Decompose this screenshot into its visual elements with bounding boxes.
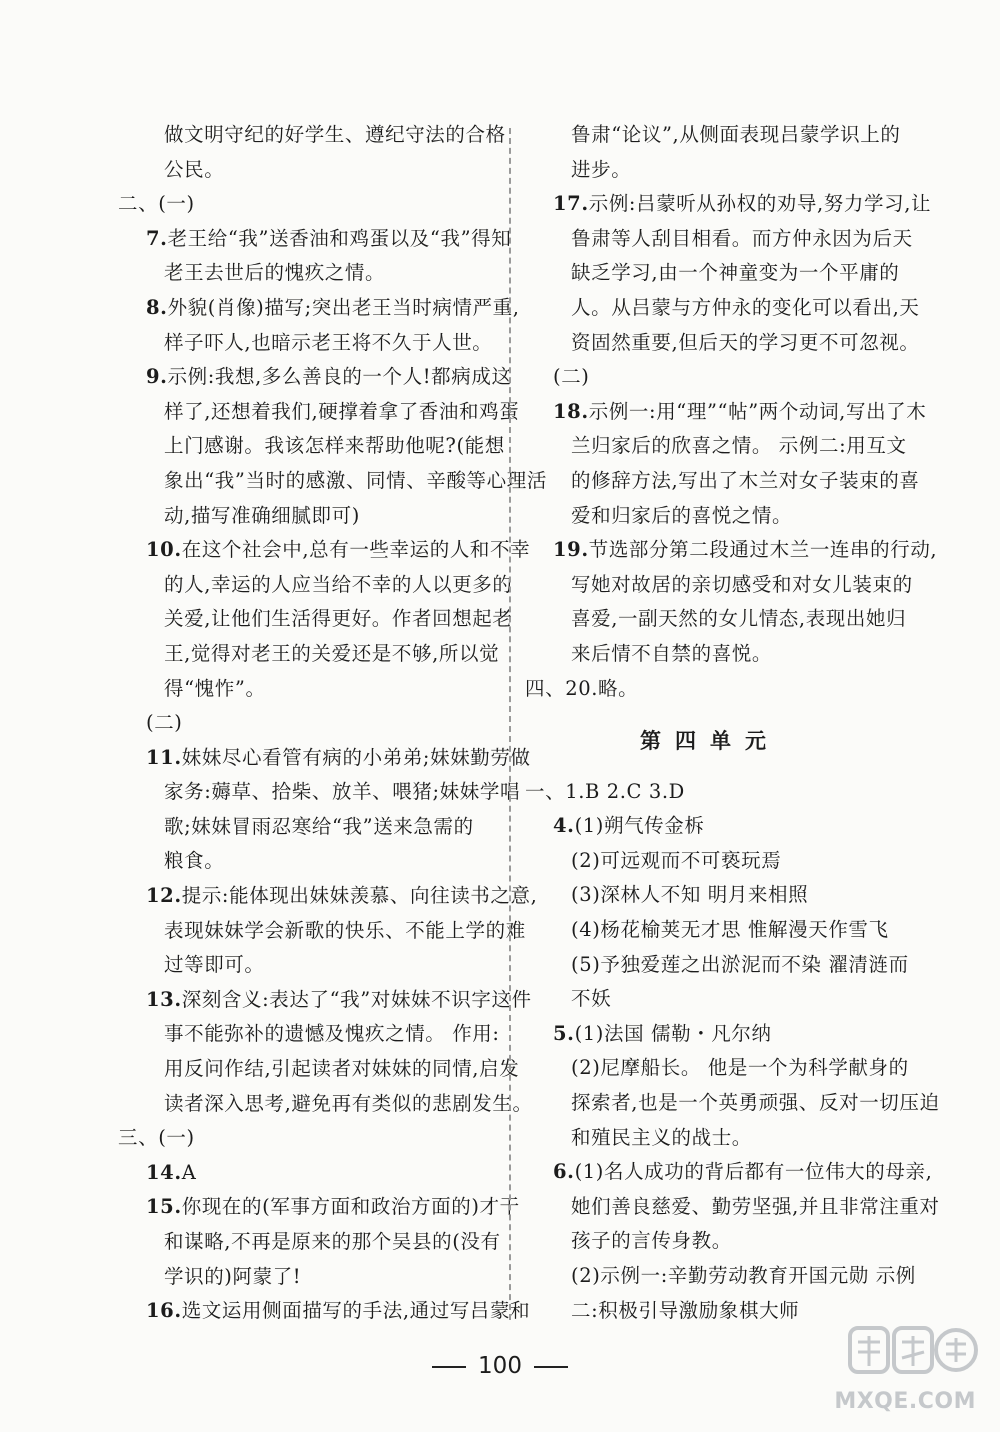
text-line (525, 878, 895, 913)
question-number: 17. (553, 192, 589, 216)
line-text: 来后情不自禁的喜悦。 (571, 641, 773, 665)
text-line (118, 464, 547, 499)
text-line (525, 464, 920, 499)
dash-right (534, 1366, 568, 1368)
question-number: 8. (146, 295, 168, 319)
line-text: 和殖民主义的战士。 (571, 1125, 752, 1149)
question-number: 11. (146, 745, 182, 769)
text-line (118, 499, 490, 534)
line-text: 样子吓人,也暗示老王将不久于人世。 (164, 330, 493, 354)
text-line (525, 1121, 895, 1156)
text-line (118, 672, 490, 707)
line-text: (4)杨花榆荚无才思 惟解漫天作雪飞 (571, 918, 889, 942)
text-line (118, 1017, 500, 1052)
line-text: 二:积极引导激励象棋大师 (571, 1298, 800, 1322)
text-line (525, 187, 932, 222)
line-text: 鲁肃“论议”,从侧面表现吕蒙学识上的 (571, 123, 901, 146)
text-line (118, 360, 512, 395)
text-line (118, 810, 490, 845)
text-line (118, 395, 520, 430)
line-text: 老王去世后的愧疚之情。 (164, 261, 386, 285)
question-number: 7. (146, 226, 168, 250)
question-number: 16. (146, 1299, 182, 1323)
page-number-text: 100 (478, 1353, 522, 1379)
text-line (118, 326, 493, 361)
question-number: 6. (553, 1160, 575, 1184)
text-line (525, 153, 895, 188)
line-text: (3)深林人不知 明月来相照 (571, 883, 809, 907)
text-line (118, 1260, 490, 1295)
line-text: (1)法国 儒勒・凡尔纳 (574, 1021, 772, 1045)
line-text: 你现在的(军事方面和政治方面的)才干 (181, 1195, 520, 1219)
text-line (118, 1225, 501, 1260)
line-text: 王,觉得对老王的关爱还是不够,所以觉 (164, 641, 500, 665)
text-line (525, 568, 913, 603)
line-text: 的修辞方法,写出了木兰对女子装束的喜 (571, 468, 920, 492)
text-line (118, 222, 512, 257)
text-line (118, 256, 490, 291)
watermark (834, 1322, 978, 1414)
line-text: 学识的)阿蒙了! (164, 1264, 302, 1288)
text-line (525, 1086, 940, 1121)
text-line (525, 637, 895, 672)
line-text: (二) (553, 365, 590, 389)
line-text: 进步。 (571, 157, 632, 181)
text-line (118, 118, 506, 153)
text-line (525, 118, 901, 153)
text-line (525, 1224, 895, 1259)
line-text: 关爱,让他们生活得更好。作者回想起老 (164, 607, 513, 631)
question-number: 14. (146, 1160, 182, 1184)
watermark-logo-icon (848, 1322, 978, 1380)
text-line (525, 1051, 909, 1086)
line-text: (5)予独爱莲之出淤泥而不染 濯清涟而 (571, 952, 909, 976)
line-text: 的人,幸运的人应当给不幸的人以更多的 (164, 572, 513, 596)
line-text: 三、(一) (118, 1126, 195, 1150)
line-text: (1)名人成功的背后都有一位伟大的母亲, (574, 1160, 933, 1184)
line-text: 缺乏学习,由一个神童变为一个平庸的 (571, 261, 900, 285)
line-text: 爱和归家后的喜悦之情。 (571, 503, 793, 527)
left-column (118, 118, 547, 1329)
text-line (525, 1259, 916, 1294)
text-line (118, 948, 490, 983)
text-line (525, 913, 895, 948)
text-line (525, 844, 895, 879)
line-text: 选文运用侧面描写的手法,通过写吕蒙和 (181, 1299, 531, 1323)
line-text: 在这个社会中,总有一些幸运的人和不幸 (181, 538, 531, 562)
line-text: 外貌(肖像)描写;突出老王当时病情严重, (167, 295, 520, 319)
text-line (118, 775, 521, 810)
line-text: 样了,还想着我们,硬撑着拿了香油和鸡蛋 (164, 399, 520, 423)
line-text: A (181, 1160, 197, 1184)
question-number: 4. (553, 814, 575, 838)
line-text: 提示:能体现出妹妹羡慕、向往读书之意, (181, 884, 538, 908)
line-text: 做文明守纪的好学生、遵纪守法的合格 (164, 123, 506, 146)
text-line (525, 1190, 940, 1225)
question-number: 15. (146, 1195, 182, 1219)
text-line (525, 395, 927, 430)
right-column-bottom (525, 775, 940, 1329)
line-text: 事不能弥补的遗憾及愧疚之情。 作用: (164, 1022, 500, 1046)
line-text: 和谋略,不再是原来的那个吴县的(没有 (164, 1230, 501, 1253)
line-text: 鲁肃等人刮目相看。而方仲永因为后天 (571, 226, 913, 250)
text-line (525, 1017, 895, 1052)
line-text: (1)朔气传金柝 (574, 814, 705, 838)
line-text: 动,描写准确细腻即可) (164, 503, 360, 527)
line-text: 过等即可。 (164, 953, 265, 977)
right-column (525, 118, 940, 1328)
text-line (118, 1294, 531, 1329)
text-line (118, 187, 490, 222)
question-number: 18. (553, 399, 589, 423)
right-column-top (525, 118, 938, 706)
text-line (118, 983, 532, 1018)
question-number: 13. (146, 987, 182, 1011)
line-text: 节选部分第二段通过木兰一连串的行动, (588, 538, 938, 562)
text-line (118, 533, 531, 568)
line-text: 妹妹尽心看管有病的小弟弟;妹妹勤劳做 (181, 745, 531, 769)
text-line (118, 1156, 490, 1191)
text-line (118, 741, 531, 776)
line-text: 粮食。 (164, 849, 225, 873)
text-line (525, 429, 907, 464)
line-text: 孩子的言传身教。 (571, 1229, 732, 1253)
question-number: 9. (146, 365, 168, 389)
line-text: 人。从吕蒙与方仲永的变化可以看出,天 (571, 295, 920, 319)
line-text: 家务:薅草、拾柴、放羊、喂猪;妹妹学唱 (164, 780, 521, 804)
line-text: 公民。 (164, 157, 225, 181)
text-line (118, 1052, 520, 1087)
text-line (118, 291, 520, 326)
line-text: 喜爱,一副天然的女儿情态,表现出她归 (571, 607, 907, 631)
line-text: 一、1.B 2.C 3.D (525, 779, 685, 803)
line-text: 兰归家后的欣喜之情。 示例二:用互文 (571, 434, 907, 458)
question-number: 5. (553, 1021, 575, 1045)
text-line (525, 982, 895, 1017)
text-line (525, 775, 895, 810)
text-line (525, 1155, 933, 1190)
text-line (525, 948, 909, 983)
text-line (525, 291, 920, 326)
text-line (118, 568, 513, 603)
line-text: 资固然重要,但后天的学习更不可忽视。 (571, 330, 920, 354)
question-number: 19. (553, 538, 589, 562)
line-text: 用反问作结,引起读者对妹妹的同情,启发 (164, 1057, 520, 1081)
text-line (525, 326, 920, 361)
text-line (118, 706, 490, 741)
unit-title: 第四单元 (640, 729, 780, 754)
text-line (525, 256, 900, 291)
column-divider (509, 128, 511, 1320)
text-line (525, 672, 895, 707)
text-line (118, 1190, 520, 1225)
text-line (118, 602, 513, 637)
line-text: 她们善良慈爱、勤劳坚强,并且非常注重对 (571, 1194, 940, 1218)
line-text: 示例:吕蒙听从孙权的劝导,努力学习,让 (588, 192, 932, 216)
line-text: 歌;妹妹冒雨忍寒给“我”送来急需的 (164, 814, 474, 838)
line-text: 不妖 (571, 987, 612, 1011)
text-line (118, 429, 505, 464)
line-text: 示例:我想,多么善良的一个人!都病成这 (167, 365, 512, 389)
line-text: (二) (146, 711, 183, 735)
line-text: (2)示例一:辛勤劳动教育开国元勋 示例 (571, 1264, 916, 1287)
line-text: 老王给“我”送香油和鸡蛋以及“我”得知 (167, 226, 512, 250)
line-text: 得“愧怍”。 (164, 676, 266, 700)
line-text: 二、(一) (118, 192, 195, 216)
line-text: (2)尼摩船长。 他是一个为科学献身的 (571, 1056, 909, 1080)
line-text: 上门感谢。我该怎样来帮助他呢?(能想 (164, 434, 505, 458)
line-text: (2)可远观而不可亵玩焉 (571, 848, 782, 872)
text-line (525, 602, 907, 637)
line-text: 深刻含义:表达了“我”对妹妹不识字这件 (181, 987, 532, 1011)
text-line (525, 533, 938, 568)
text-line (118, 1121, 490, 1156)
line-text: 写她对故居的亲切感受和对女儿装束的 (571, 572, 913, 596)
text-line (118, 879, 538, 914)
text-line (525, 222, 913, 257)
dash-left (432, 1366, 466, 1368)
line-text: 四、20.略。 (525, 676, 639, 700)
question-number: 12. (146, 884, 182, 908)
text-line (525, 499, 895, 534)
question-number: 10. (146, 538, 182, 562)
line-text: 读者深入思考,避免再有类似的悲剧发生。 (164, 1091, 533, 1115)
text-line (118, 844, 490, 879)
text-line (118, 153, 490, 188)
line-text: 探索者,也是一个英勇顽强、反对一切压迫 (571, 1091, 940, 1115)
line-text: 示例一:用“理”“帖”两个动词,写出了木 (588, 399, 927, 423)
text-line (118, 914, 526, 949)
line-text: 象出“我”当时的感激、同情、辛酸等心理活 (164, 468, 547, 492)
text-line (118, 637, 500, 672)
text-line (525, 809, 895, 844)
text-line (118, 1087, 533, 1122)
line-text: 表现妹妹学会新歌的快乐、不能上学的难 (164, 918, 526, 942)
text-line (525, 360, 895, 395)
watermark-site: MXQE.COM (834, 1389, 976, 1414)
